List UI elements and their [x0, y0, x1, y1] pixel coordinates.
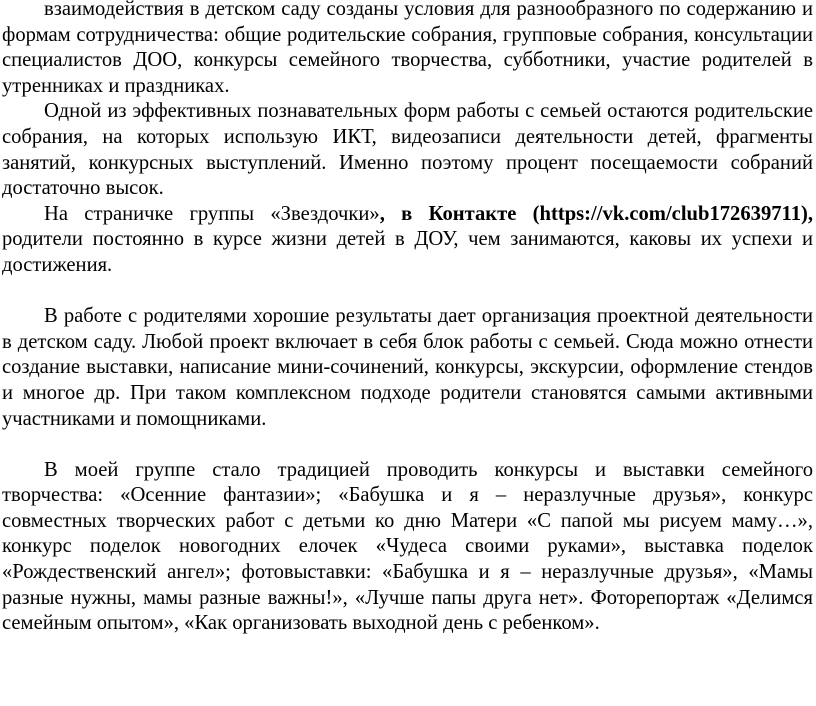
paragraph-parent-meetings: Одной из эффективных познавательных форм работы с семьей остаются родительские собрания, на которых использую ИКТ, видеозаписи деятельности детей, фрагменты занятий, конкурсных выступлений. Именно поэтому процент посещаемости собраний достаточно высок. [2, 100, 813, 200]
paragraph-project-activity: В работе с родителями хорошие результаты дает организация проектной деятельности в детском саду. Любой проект включает в себя блок работы с семьей. Сюда можно отнести создание выставки, написание мини-сочинений, конкурсы, экскурсии, оформление стендов и многое др. При таком комплексном подходе родители становятся самыми активными участниками и помощниками. [2, 305, 813, 430]
group-page-text: На страничке группы «Звездочки» [44, 202, 380, 225]
vk-link-text: , в Контакте (https://vk.com/club172639711), [379, 202, 813, 225]
group-page-text-continued: родители постоянно в курсе жизни детей в ДОУ, чем занимаются, каковы их успехи и достижения. [2, 228, 813, 276]
paragraph-kindergarten-interaction: взаимодействия в детском саду созданы условия для разнообразного по содержанию и формам сотрудничества: общие родительские собрания, групповые собрания, консультации специалистов ДОО, конкурсы семейного творчества, субботники, участие родителей в утренниках и праздниках. [2, 0, 813, 97]
paragraph-group-page [2, 202, 813, 279]
paragraph-family-contests: В моей группе стало традицией проводить конкурсы и выставки семейного творчества: «Осенние фантазии»; «Бабушка и я – неразлучные друзья», конкурс совместных творческих работ с детьми ко дню Матери «С папой мы рисуем маму…», конкурс поделок новогодних елочек «Чудеса своими руками», выставка поделок «Рождественский ангел»; фотовыставки: «Бабушка и я – неразлучные друзья», «Мамы разные нужны, мамы разные важны!», «Лучше папы друга нет». Фоторепортаж «Делимся семейным опытом», «Как организовать выходной день с ребенком». [2, 458, 813, 635]
